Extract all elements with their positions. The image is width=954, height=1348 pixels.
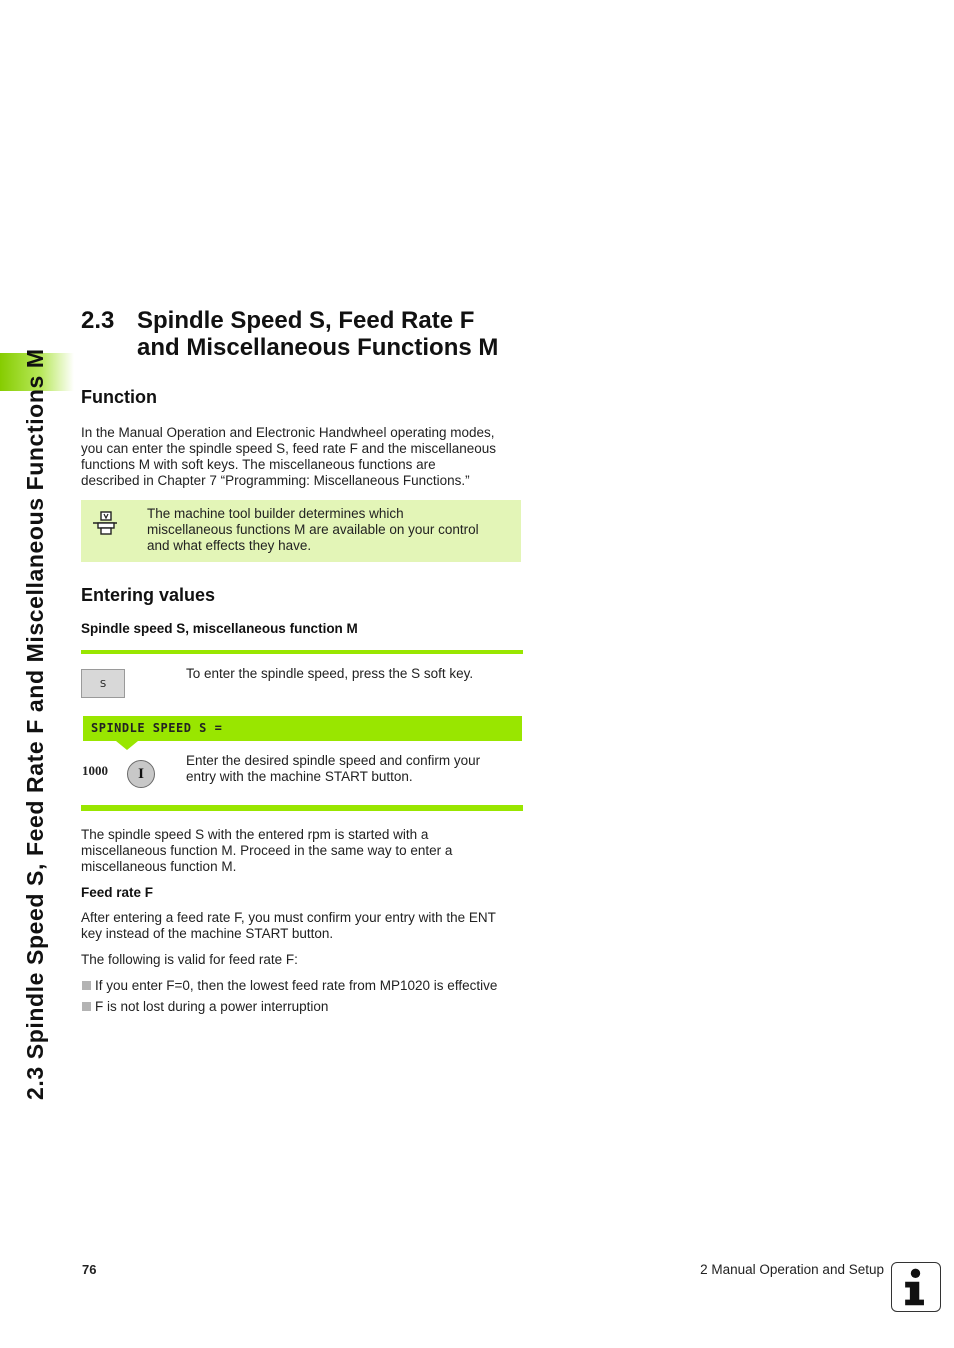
feed-rate-paragraph bbox=[81, 910, 531, 942]
machine-builder-note bbox=[81, 500, 521, 562]
prompt-pointer-icon bbox=[116, 741, 138, 750]
function-para-line: functions M with soft keys. The miscellaneous functions are bbox=[81, 457, 436, 472]
function-para-line: described in Chapter 7 “Programming: Miscellaneous Functions.” bbox=[81, 473, 470, 488]
feed-rate-line: After entering a feed rate F, you must confirm your entry with the ENT bbox=[81, 910, 496, 925]
function-paragraph bbox=[81, 425, 531, 489]
bullet-text: If you enter F=0, then the lowest feed rate from MP1020 is effective bbox=[95, 978, 498, 993]
entering-values-heading: Entering values bbox=[81, 585, 216, 605]
function-para-line: In the Manual Operation and Electronic Handwheel operating modes, bbox=[81, 425, 495, 440]
note-line: The machine tool builder determines which bbox=[147, 506, 404, 521]
bullet-item bbox=[82, 999, 532, 1015]
machine-start-button[interactable]: I bbox=[127, 760, 155, 788]
function-para-line: you can enter the spindle speed S, feed rate F and the miscellaneous bbox=[81, 441, 497, 456]
note-text bbox=[147, 506, 517, 554]
feed-rate-heading: Feed rate F bbox=[81, 885, 154, 900]
feed-rate-line: key instead of the machine START button. bbox=[81, 926, 334, 941]
after-line: The spindle speed S with the entered rpm is started with a bbox=[81, 827, 429, 842]
valid-for-text: The following is valid for feed rate F: bbox=[81, 952, 298, 967]
note-line: and what effects they have. bbox=[147, 538, 312, 553]
side-running-title: 2.3 Spindle Speed S, Feed Rate F and Miscellaneous Functions M bbox=[22, 348, 48, 1100]
step2-text bbox=[186, 753, 526, 785]
note-line: miscellaneous functions M are available on your control bbox=[147, 522, 479, 537]
info-icon bbox=[891, 1262, 941, 1312]
bullet-square-icon bbox=[82, 1002, 91, 1011]
section-title-line-2: and Miscellaneous Functions M bbox=[137, 334, 499, 361]
bullet-text: F is not lost during a power interruption bbox=[95, 999, 329, 1014]
section-number: 2.3 bbox=[81, 307, 115, 334]
spindle-subheading: Spindle speed S, miscellaneous function M bbox=[81, 621, 358, 636]
section-title-line-1: Spindle Speed S, Feed Rate F bbox=[137, 307, 475, 334]
step2-line: Enter the desired spindle speed and confirm your bbox=[186, 753, 481, 768]
step2-line: entry with the machine START button. bbox=[186, 769, 413, 784]
page-number: 76 bbox=[82, 1262, 97, 1277]
bullet-item bbox=[82, 978, 532, 994]
after-line: miscellaneous function M. bbox=[81, 859, 237, 874]
step1-text: To enter the spindle speed, press the S soft key. bbox=[186, 666, 474, 681]
entry-value: 1000 bbox=[82, 763, 108, 778]
dialog-prompt-bar bbox=[83, 716, 522, 741]
after-line: miscellaneous function M. Proceed in the same way to enter a bbox=[81, 843, 453, 858]
function-heading: Function bbox=[81, 387, 157, 407]
s-soft-key[interactable]: S bbox=[81, 669, 125, 698]
machine-tool-icon bbox=[91, 510, 119, 538]
step-table-bottom-rule bbox=[81, 805, 523, 811]
chapter-label: 2 Manual Operation and Setup bbox=[700, 1262, 884, 1277]
after-entry-paragraph bbox=[81, 827, 531, 875]
dialog-prompt-text: SPINDLE SPEED S = bbox=[91, 721, 223, 735]
step-table-top-rule bbox=[81, 650, 523, 654]
bullet-square-icon bbox=[82, 981, 91, 990]
